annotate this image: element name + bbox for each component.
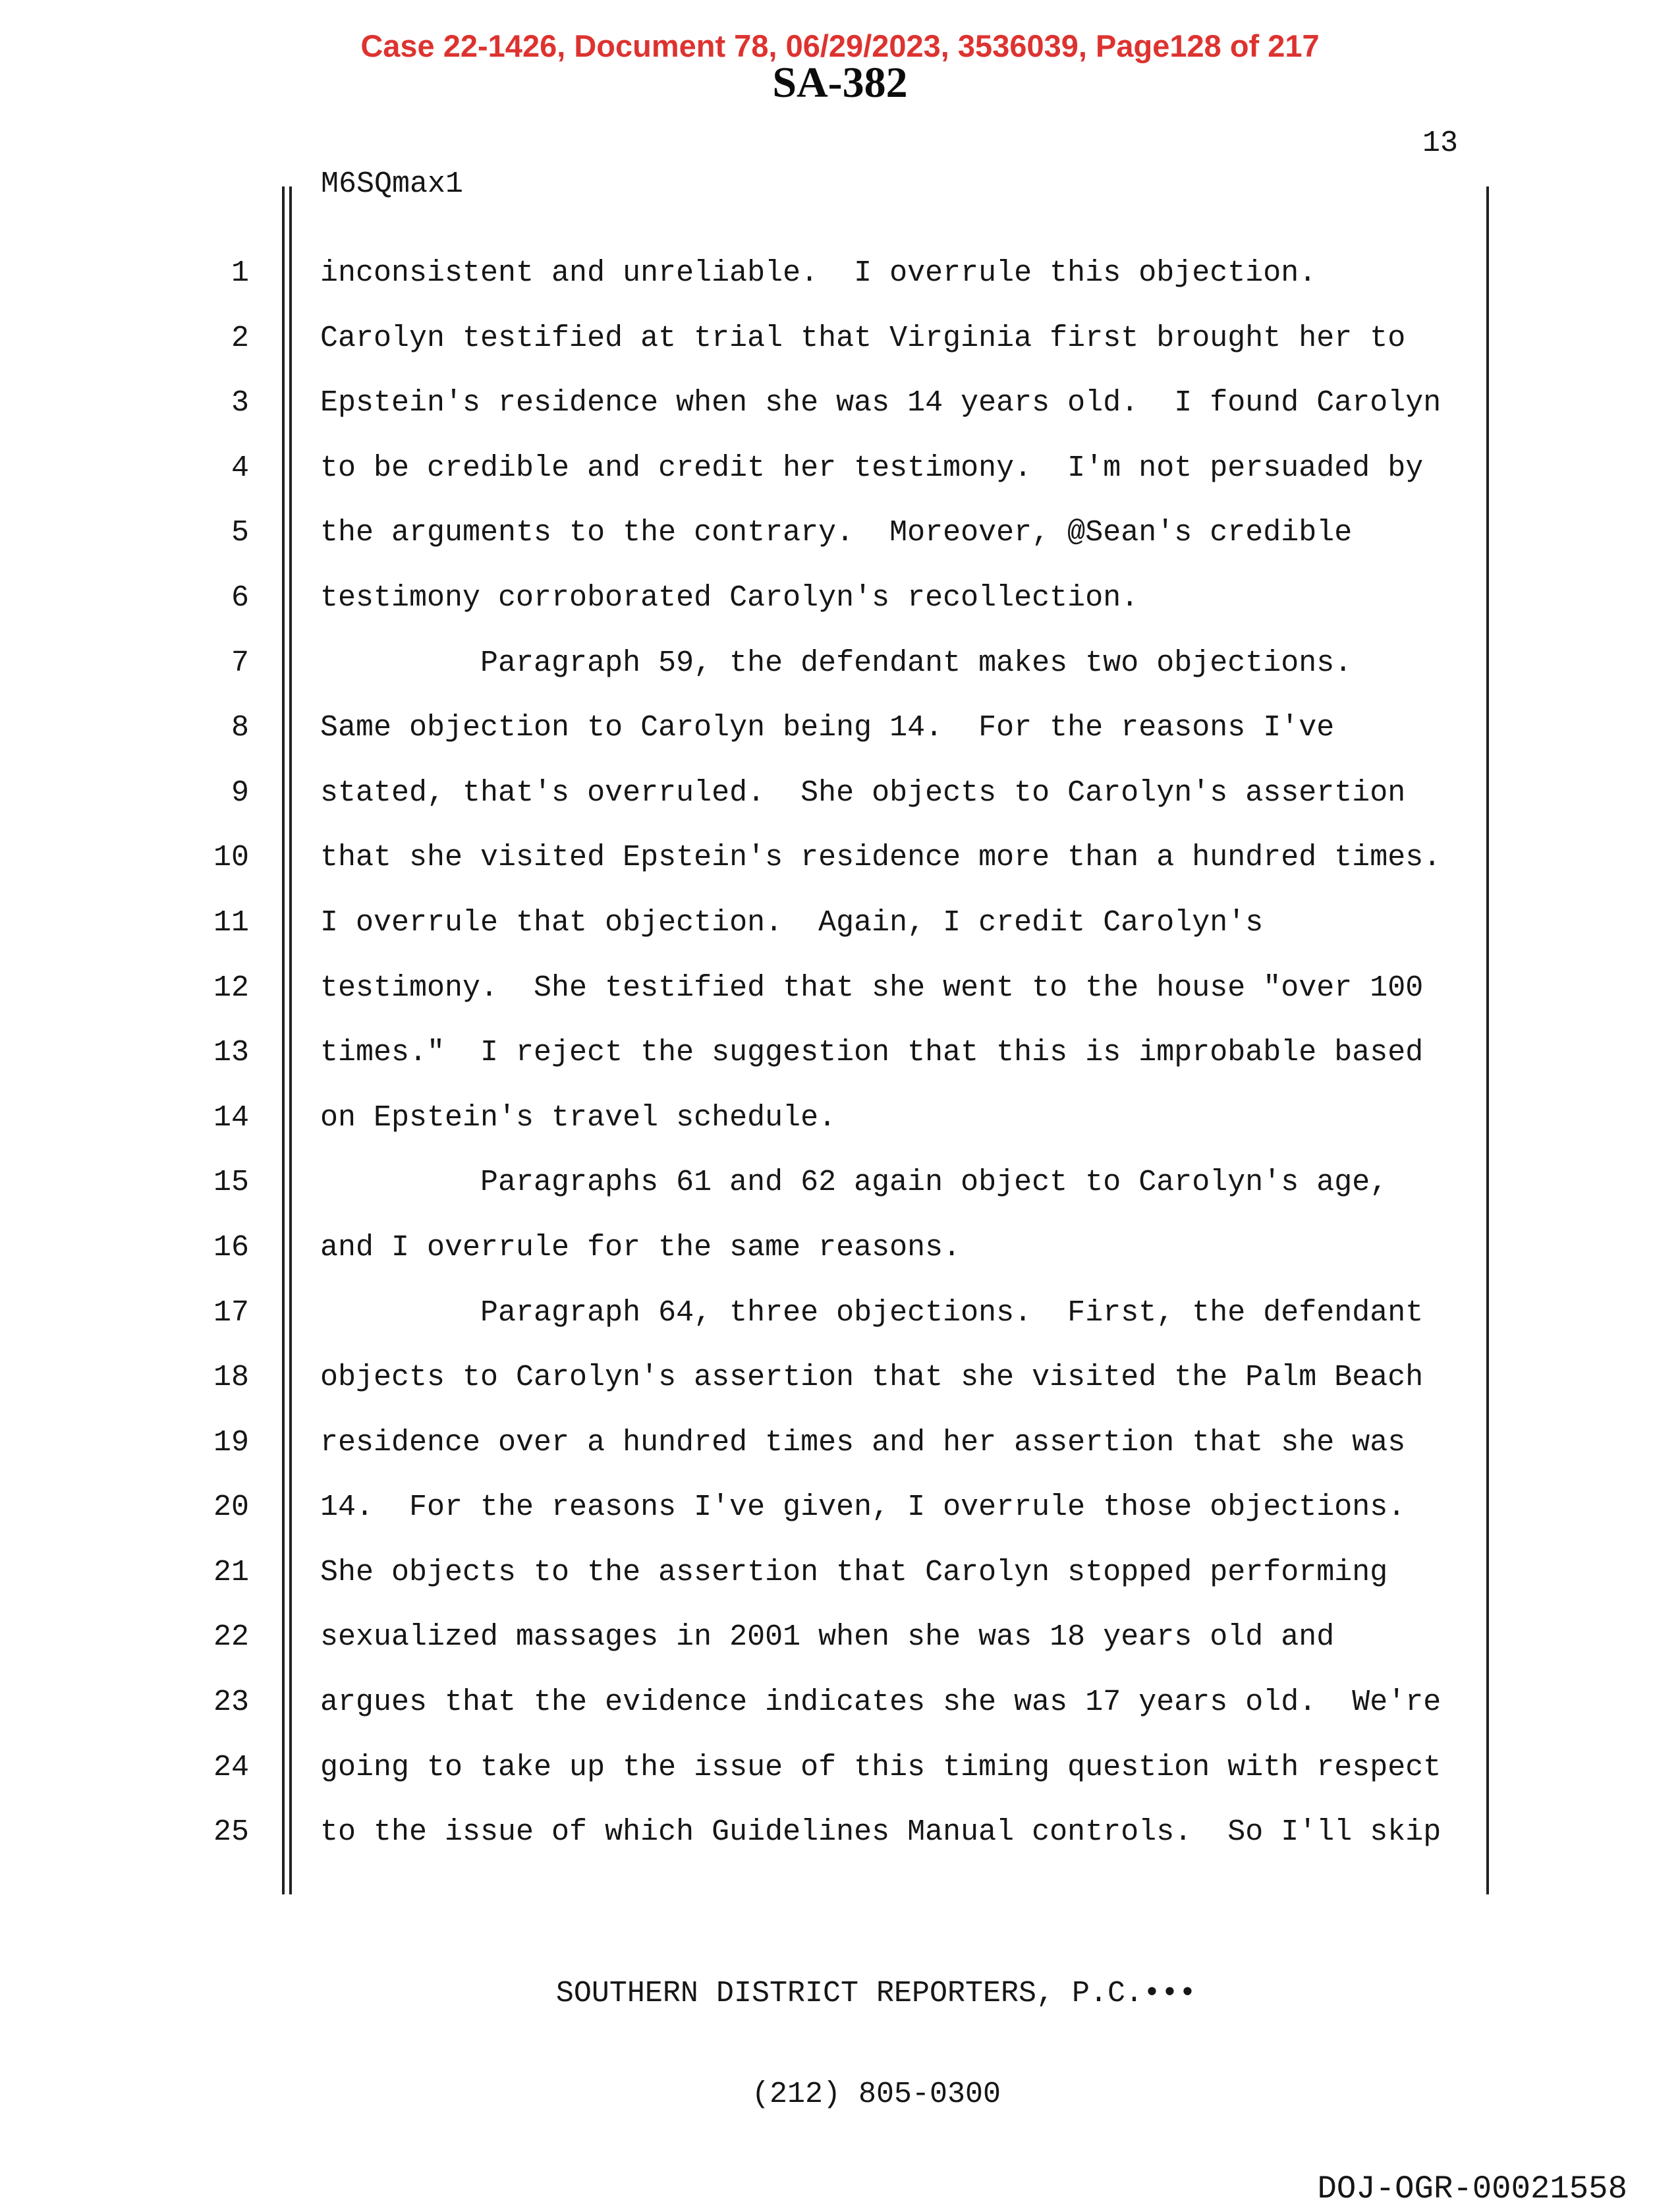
transcript-line <box>0 241 1680 306</box>
line-number: 4 <box>231 451 249 485</box>
line-text: stated, that's overruled. She objects to Carolyn's assertion <box>320 776 1406 810</box>
transcript-line <box>0 566 1680 631</box>
line-number: 2 <box>231 321 249 355</box>
transcript-line <box>0 1800 1680 1865</box>
line-text: objects to Carolyn's assertion that she visited the Palm Beach <box>320 1361 1424 1395</box>
line-number: 16 <box>213 1230 249 1264</box>
line-number: 23 <box>213 1686 249 1720</box>
case-stamp: Case 22-1426, Document 78, 06/29/2023, 3536039, Page128 of 217 <box>360 28 1320 63</box>
court-reporter-phone: (212) 805-0300 <box>751 2078 1001 2111</box>
transcript-line <box>0 436 1680 501</box>
transcript-line <box>0 1736 1680 1801</box>
transcript-line <box>0 1541 1680 1606</box>
line-text: that she visited Epstein's residence more than a hundred times. <box>320 841 1442 875</box>
transcript-line <box>0 1021 1680 1086</box>
line-number: 19 <box>213 1425 249 1460</box>
transcript-line <box>0 1605 1680 1670</box>
line-text: Paragraphs 61 and 62 again object to Carolyn's age, <box>320 1166 1388 1200</box>
transcript-line <box>0 761 1680 826</box>
transcript-line <box>0 1411 1680 1476</box>
line-text: to the issue of which Guidelines Manual controls. So I'll skip <box>320 1815 1442 1850</box>
line-number: 6 <box>231 581 249 615</box>
line-number: 21 <box>213 1555 249 1589</box>
line-number: 17 <box>213 1295 249 1330</box>
transcript-line <box>0 631 1680 696</box>
transcript-line <box>0 371 1680 436</box>
transcript-line <box>0 1670 1680 1736</box>
line-text: to be credible and credit her testimony. I'm not persuaded by <box>320 451 1424 485</box>
transcript-line <box>0 306 1680 372</box>
line-text: Carolyn testified at trial that Virginia first brought her to <box>320 321 1406 355</box>
transcript-line <box>0 1086 1680 1151</box>
line-text: testimony corroborated Carolyn's recollection. <box>320 581 1139 615</box>
transcript-line <box>0 1216 1680 1281</box>
line-text: and I overrule for the same reasons. <box>320 1230 961 1264</box>
line-number: 8 <box>231 711 249 745</box>
transcript-line <box>0 1346 1680 1411</box>
line-number: 5 <box>231 516 249 550</box>
court-reporter-block <box>72 1910 1680 2178</box>
bates-number: DOJ-OGR-00021558 <box>1317 2170 1627 2207</box>
line-text: sexualized massages in 2001 when she was 18 years old and <box>320 1620 1335 1655</box>
transcript-line <box>0 501 1680 566</box>
line-text: Paragraph 59, the defendant makes two objections. <box>320 646 1353 680</box>
line-number: 22 <box>213 1620 249 1655</box>
page-number: 13 <box>1422 127 1458 160</box>
transcript-line <box>0 1475 1680 1541</box>
line-text: Paragraph 64, three objections. First, the defendant <box>320 1295 1424 1330</box>
transcript-line <box>0 1281 1680 1346</box>
line-number: 14 <box>213 1100 249 1135</box>
transcript-line <box>0 891 1680 956</box>
line-number: 1 <box>231 256 249 290</box>
transcript-line <box>0 826 1680 891</box>
transcript-body <box>0 241 1680 1865</box>
session-id: M6SQmax1 <box>321 167 464 201</box>
transcript-line <box>0 956 1680 1021</box>
line-number: 25 <box>213 1815 249 1850</box>
line-text: She objects to the assertion that Carolyn stopped performing <box>320 1555 1388 1589</box>
line-text: 14. For the reasons I've given, I overrule those objections. <box>320 1490 1406 1525</box>
line-text: times." I reject the suggestion that this is improbable based <box>320 1036 1424 1070</box>
line-text: inconsistent and unreliable. I overrule this objection. <box>320 256 1317 290</box>
line-text: residence over a hundred times and her assertion that she was <box>320 1425 1406 1460</box>
line-text: Same objection to Carolyn being 14. For the reasons I've <box>320 711 1335 745</box>
appendix-page-label: SA-382 <box>772 59 908 107</box>
line-text: going to take up the issue of this timing question with respect <box>320 1750 1442 1784</box>
line-number: 18 <box>213 1361 249 1395</box>
line-number: 11 <box>213 905 249 940</box>
line-number: 20 <box>213 1490 249 1525</box>
line-text: on Epstein's travel schedule. <box>320 1100 837 1135</box>
line-text: the arguments to the contrary. Moreover, @Sean's credible <box>320 516 1353 550</box>
line-number: 7 <box>231 646 249 680</box>
line-number: 3 <box>231 386 249 420</box>
line-text: testimony. She testified that she went to the house "over 100 <box>320 971 1424 1005</box>
line-number: 10 <box>213 841 249 875</box>
court-reporter-name: SOUTHERN DISTRICT REPORTERS, P.C.••• <box>555 1977 1197 2010</box>
transcript-line <box>0 696 1680 761</box>
line-number: 12 <box>213 971 249 1005</box>
line-text: argues that the evidence indicates she was 17 years old. We're <box>320 1686 1442 1720</box>
line-text: Epstein's residence when she was 14 years old. I found Carolyn <box>320 386 1442 420</box>
line-number: 9 <box>231 776 249 810</box>
line-number: 24 <box>213 1750 249 1784</box>
transcript-line <box>0 1150 1680 1216</box>
line-number: 13 <box>213 1036 249 1070</box>
line-text: I overrule that objection. Again, I credit Carolyn's <box>320 905 1264 940</box>
line-number: 15 <box>213 1166 249 1200</box>
